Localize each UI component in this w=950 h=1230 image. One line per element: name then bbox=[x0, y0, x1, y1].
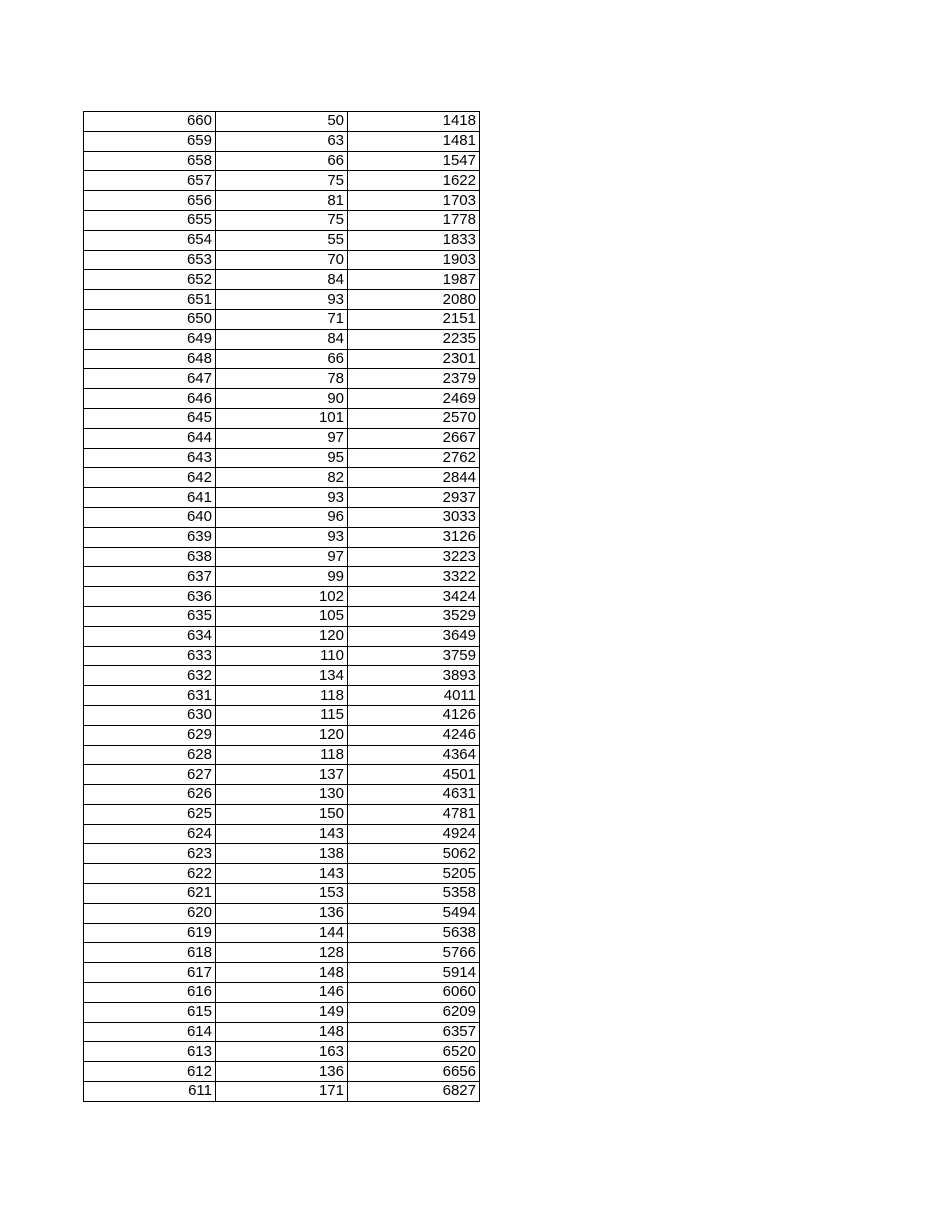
table-cell[interactable]: 2667 bbox=[348, 428, 480, 448]
table-cell[interactable]: 656 bbox=[84, 191, 216, 211]
table-cell[interactable]: 636 bbox=[84, 587, 216, 607]
table-cell[interactable]: 654 bbox=[84, 230, 216, 250]
table-cell[interactable]: 5914 bbox=[348, 963, 480, 983]
table-row bbox=[84, 448, 480, 468]
table-cell[interactable]: 657 bbox=[84, 171, 216, 191]
table-cell[interactable]: 84 bbox=[216, 270, 348, 290]
table-cell[interactable]: 82 bbox=[216, 468, 348, 488]
table-cell[interactable]: 621 bbox=[84, 884, 216, 904]
table-cell[interactable]: 3893 bbox=[348, 666, 480, 686]
table-cell[interactable]: 3424 bbox=[348, 587, 480, 607]
table-cell[interactable]: 626 bbox=[84, 785, 216, 805]
table-cell[interactable]: 4501 bbox=[348, 765, 480, 785]
table-cell[interactable]: 2235 bbox=[348, 329, 480, 349]
table-cell[interactable]: 617 bbox=[84, 963, 216, 983]
table-cell[interactable]: 5062 bbox=[348, 844, 480, 864]
table-cell[interactable]: 4126 bbox=[348, 705, 480, 725]
table-cell[interactable]: 138 bbox=[216, 844, 348, 864]
table-cell[interactable]: 66 bbox=[216, 349, 348, 369]
table-cell[interactable]: 2379 bbox=[348, 369, 480, 389]
table-row bbox=[84, 1062, 480, 1082]
table-cell[interactable]: 658 bbox=[84, 151, 216, 171]
table-row bbox=[84, 804, 480, 824]
table-cell[interactable]: 649 bbox=[84, 329, 216, 349]
table-cell[interactable]: 3529 bbox=[348, 606, 480, 626]
table-row bbox=[84, 309, 480, 329]
table-cell[interactable]: 3759 bbox=[348, 646, 480, 666]
table-cell[interactable]: 1903 bbox=[348, 250, 480, 270]
table-cell[interactable]: 650 bbox=[84, 309, 216, 329]
table-cell[interactable]: 1833 bbox=[348, 230, 480, 250]
table-cell[interactable]: 93 bbox=[216, 527, 348, 547]
table-cell[interactable]: 171 bbox=[216, 1082, 348, 1102]
table-cell[interactable]: 148 bbox=[216, 963, 348, 983]
table-cell[interactable]: 153 bbox=[216, 884, 348, 904]
table-row bbox=[84, 408, 480, 428]
table-cell[interactable]: 2937 bbox=[348, 488, 480, 508]
table-cell[interactable]: 95 bbox=[216, 448, 348, 468]
table-cell[interactable]: 613 bbox=[84, 1042, 216, 1062]
table-cell[interactable]: 84 bbox=[216, 329, 348, 349]
table-cell[interactable]: 75 bbox=[216, 171, 348, 191]
table-row bbox=[84, 963, 480, 983]
table-cell[interactable]: 71 bbox=[216, 309, 348, 329]
table-row bbox=[84, 765, 480, 785]
table-cell[interactable]: 5494 bbox=[348, 903, 480, 923]
table-cell[interactable]: 630 bbox=[84, 705, 216, 725]
table-row bbox=[84, 329, 480, 349]
table-cell[interactable]: 648 bbox=[84, 349, 216, 369]
table-cell[interactable]: 110 bbox=[216, 646, 348, 666]
table-cell[interactable]: 640 bbox=[84, 507, 216, 527]
table-row bbox=[84, 923, 480, 943]
table-cell[interactable]: 118 bbox=[216, 686, 348, 706]
table-cell[interactable]: 1622 bbox=[348, 171, 480, 191]
table-cell[interactable]: 660 bbox=[84, 112, 216, 132]
table-cell[interactable]: 632 bbox=[84, 666, 216, 686]
table-cell[interactable]: 6060 bbox=[348, 983, 480, 1003]
table-row bbox=[84, 1042, 480, 1062]
table-cell[interactable]: 115 bbox=[216, 705, 348, 725]
table-cell[interactable]: 622 bbox=[84, 864, 216, 884]
table-row bbox=[84, 210, 480, 230]
table-cell[interactable]: 647 bbox=[84, 369, 216, 389]
table-cell[interactable]: 616 bbox=[84, 983, 216, 1003]
table-cell[interactable]: 3223 bbox=[348, 547, 480, 567]
table-cell[interactable]: 2080 bbox=[348, 290, 480, 310]
table-cell[interactable]: 619 bbox=[84, 923, 216, 943]
data-table bbox=[83, 111, 480, 1102]
table-cell[interactable]: 6656 bbox=[348, 1062, 480, 1082]
table-row bbox=[84, 725, 480, 745]
table-row bbox=[84, 567, 480, 587]
table-cell[interactable]: 623 bbox=[84, 844, 216, 864]
table-cell[interactable]: 150 bbox=[216, 804, 348, 824]
table-cell[interactable]: 643 bbox=[84, 448, 216, 468]
table-row bbox=[84, 488, 480, 508]
table-cell[interactable]: 1547 bbox=[348, 151, 480, 171]
table-row bbox=[84, 666, 480, 686]
table-cell[interactable]: 101 bbox=[216, 408, 348, 428]
table-row bbox=[84, 1002, 480, 1022]
table-cell[interactable]: 611 bbox=[84, 1082, 216, 1102]
table-row bbox=[84, 131, 480, 151]
table-cell[interactable]: 638 bbox=[84, 547, 216, 567]
table-cell[interactable]: 75 bbox=[216, 210, 348, 230]
table-cell[interactable]: 5358 bbox=[348, 884, 480, 904]
table-row bbox=[84, 903, 480, 923]
table-row bbox=[84, 745, 480, 765]
table-cell[interactable]: 634 bbox=[84, 626, 216, 646]
table-cell[interactable]: 81 bbox=[216, 191, 348, 211]
table-cell[interactable]: 3649 bbox=[348, 626, 480, 646]
table-row bbox=[84, 171, 480, 191]
table-cell[interactable]: 130 bbox=[216, 785, 348, 805]
table-row bbox=[84, 270, 480, 290]
table-cell[interactable]: 66 bbox=[216, 151, 348, 171]
table-cell[interactable]: 6209 bbox=[348, 1002, 480, 1022]
table-row bbox=[84, 864, 480, 884]
table-cell[interactable]: 99 bbox=[216, 567, 348, 587]
table-row bbox=[84, 983, 480, 1003]
table-row bbox=[84, 230, 480, 250]
table-cell[interactable]: 137 bbox=[216, 765, 348, 785]
table-cell[interactable]: 3033 bbox=[348, 507, 480, 527]
table-cell[interactable]: 4246 bbox=[348, 725, 480, 745]
table-cell[interactable]: 6357 bbox=[348, 1022, 480, 1042]
table-cell[interactable]: 102 bbox=[216, 587, 348, 607]
table-cell[interactable]: 4631 bbox=[348, 785, 480, 805]
table-row bbox=[84, 151, 480, 171]
table-cell[interactable]: 149 bbox=[216, 1002, 348, 1022]
table-cell[interactable]: 144 bbox=[216, 923, 348, 943]
table-cell[interactable]: 148 bbox=[216, 1022, 348, 1042]
table-cell[interactable]: 646 bbox=[84, 389, 216, 409]
table-row bbox=[84, 646, 480, 666]
table-cell[interactable]: 55 bbox=[216, 230, 348, 250]
table-row bbox=[84, 290, 480, 310]
table-cell[interactable]: 624 bbox=[84, 824, 216, 844]
table-cell[interactable]: 6520 bbox=[348, 1042, 480, 1062]
table-cell[interactable]: 118 bbox=[216, 745, 348, 765]
table-cell[interactable]: 1703 bbox=[348, 191, 480, 211]
table-cell[interactable]: 5638 bbox=[348, 923, 480, 943]
table-row bbox=[84, 389, 480, 409]
table-cell[interactable]: 90 bbox=[216, 389, 348, 409]
table-cell[interactable]: 5766 bbox=[348, 943, 480, 963]
table-cell[interactable]: 143 bbox=[216, 864, 348, 884]
table-cell[interactable]: 620 bbox=[84, 903, 216, 923]
table-cell[interactable]: 78 bbox=[216, 369, 348, 389]
table-cell[interactable]: 146 bbox=[216, 983, 348, 1003]
table-cell[interactable]: 642 bbox=[84, 468, 216, 488]
table-row bbox=[84, 1082, 480, 1102]
table-cell[interactable]: 653 bbox=[84, 250, 216, 270]
table-cell[interactable]: 120 bbox=[216, 626, 348, 646]
table-cell[interactable]: 633 bbox=[84, 646, 216, 666]
table-cell[interactable]: 629 bbox=[84, 725, 216, 745]
table-cell[interactable]: 618 bbox=[84, 943, 216, 963]
table-row bbox=[84, 349, 480, 369]
table-row bbox=[84, 250, 480, 270]
table-cell[interactable]: 628 bbox=[84, 745, 216, 765]
table-cell[interactable]: 4364 bbox=[348, 745, 480, 765]
table-row bbox=[84, 587, 480, 607]
table-cell[interactable]: 2151 bbox=[348, 309, 480, 329]
table-cell[interactable]: 97 bbox=[216, 428, 348, 448]
table-row bbox=[84, 468, 480, 488]
table-body bbox=[84, 112, 480, 1102]
table-cell[interactable]: 4011 bbox=[348, 686, 480, 706]
table-cell[interactable]: 614 bbox=[84, 1022, 216, 1042]
table-cell[interactable]: 625 bbox=[84, 804, 216, 824]
table-row bbox=[84, 428, 480, 448]
table-cell[interactable]: 2469 bbox=[348, 389, 480, 409]
table-cell[interactable]: 1481 bbox=[348, 131, 480, 151]
table-row bbox=[84, 507, 480, 527]
table-cell[interactable]: 3126 bbox=[348, 527, 480, 547]
table-cell[interactable]: 128 bbox=[216, 943, 348, 963]
table-cell[interactable]: 163 bbox=[216, 1042, 348, 1062]
table-cell[interactable]: 4781 bbox=[348, 804, 480, 824]
table-cell[interactable]: 645 bbox=[84, 408, 216, 428]
table-cell[interactable]: 2762 bbox=[348, 448, 480, 468]
table-cell[interactable]: 63 bbox=[216, 131, 348, 151]
table-cell[interactable]: 93 bbox=[216, 290, 348, 310]
table-cell[interactable]: 143 bbox=[216, 824, 348, 844]
table-cell[interactable]: 96 bbox=[216, 507, 348, 527]
table-cell[interactable]: 1987 bbox=[348, 270, 480, 290]
table-row bbox=[84, 824, 480, 844]
table-cell[interactable]: 637 bbox=[84, 567, 216, 587]
table-cell[interactable]: 627 bbox=[84, 765, 216, 785]
table-cell[interactable]: 134 bbox=[216, 666, 348, 686]
table-row bbox=[84, 112, 480, 132]
table-cell[interactable]: 635 bbox=[84, 606, 216, 626]
table-cell[interactable]: 1778 bbox=[348, 210, 480, 230]
table-cell[interactable]: 136 bbox=[216, 1062, 348, 1082]
table-row bbox=[84, 686, 480, 706]
table-cell[interactable]: 644 bbox=[84, 428, 216, 448]
table-cell[interactable]: 631 bbox=[84, 686, 216, 706]
table-row bbox=[84, 369, 480, 389]
table-cell[interactable]: 5205 bbox=[348, 864, 480, 884]
table-row bbox=[84, 191, 480, 211]
table-cell[interactable]: 97 bbox=[216, 547, 348, 567]
table-cell[interactable]: 4924 bbox=[348, 824, 480, 844]
table-cell[interactable]: 2844 bbox=[348, 468, 480, 488]
table-row bbox=[84, 626, 480, 646]
table-cell[interactable]: 659 bbox=[84, 131, 216, 151]
table-cell[interactable]: 50 bbox=[216, 112, 348, 132]
table-cell[interactable]: 6827 bbox=[348, 1082, 480, 1102]
table-cell[interactable]: 641 bbox=[84, 488, 216, 508]
table-row bbox=[84, 785, 480, 805]
table-cell[interactable]: 105 bbox=[216, 606, 348, 626]
table-row bbox=[84, 547, 480, 567]
table-cell[interactable]: 2301 bbox=[348, 349, 480, 369]
table-cell[interactable]: 93 bbox=[216, 488, 348, 508]
table-row bbox=[84, 844, 480, 864]
table-cell[interactable]: 652 bbox=[84, 270, 216, 290]
table-cell[interactable]: 651 bbox=[84, 290, 216, 310]
table-row bbox=[84, 1022, 480, 1042]
table-cell[interactable]: 615 bbox=[84, 1002, 216, 1022]
table-row bbox=[84, 884, 480, 904]
table-row bbox=[84, 705, 480, 725]
table-cell[interactable]: 70 bbox=[216, 250, 348, 270]
table-cell[interactable]: 639 bbox=[84, 527, 216, 547]
table-cell[interactable]: 1418 bbox=[348, 112, 480, 132]
table-cell[interactable]: 655 bbox=[84, 210, 216, 230]
table-row bbox=[84, 943, 480, 963]
table-row bbox=[84, 527, 480, 547]
table-cell[interactable]: 136 bbox=[216, 903, 348, 923]
table-cell[interactable]: 2570 bbox=[348, 408, 480, 428]
table-cell[interactable]: 3322 bbox=[348, 567, 480, 587]
table-cell[interactable]: 120 bbox=[216, 725, 348, 745]
table-row bbox=[84, 606, 480, 626]
table-cell[interactable]: 612 bbox=[84, 1062, 216, 1082]
